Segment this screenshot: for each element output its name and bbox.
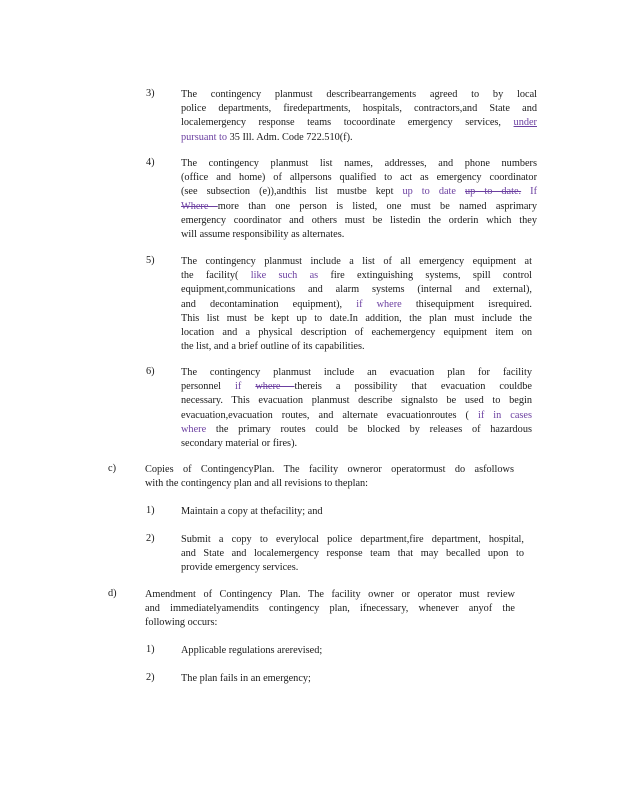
text-line [181,340,532,354]
text-run: and immediatelyamendits contingency plan, ifnecessary, whenever anyof the [145,603,515,615]
text-line [181,533,524,547]
item-text [181,644,361,658]
item-marker: d) [108,588,117,599]
text-run: (see subsection (e)),andthis list mustbe kept [181,186,403,198]
text-line [145,463,514,477]
text-run: evacuation,evacuation routes, and alternate evacuationroutes ( [181,409,478,421]
text-run: Submit a copy to everylocal police department,fire department, hospital, [181,534,524,545]
inserted-text: like such as [250,270,319,282]
text-line [181,644,361,658]
inserted-text: up to date [402,186,466,198]
text-line [181,283,532,297]
text-line [145,477,514,491]
text-run: thisequipment isrequired. [401,298,532,310]
text-line [181,102,537,116]
item-text [145,463,514,491]
item-text [181,505,351,519]
item-text [181,366,532,451]
text-line [181,366,532,380]
text-line [181,394,532,408]
text-line [181,326,532,340]
text-run: 35 Ill. Adm. Code 722.510(f). [229,131,353,143]
inserted-text: where [181,423,207,435]
deleted-text: where [255,381,295,393]
text-line [181,672,361,686]
text-line [181,131,537,145]
text-run: location and a physical description of eachemergency equipment item on [181,326,532,338]
text-run: the primary routes could be blocked by releases of hazardous [206,423,532,435]
text-run: equipment,communications and alarm systems (internal and external), [181,284,532,296]
text-run: necessary. This evacuation planmust describe signalsto be used to begin [181,395,532,407]
text-run: This list must be kept up to date.In addition, the plan must include the [181,312,532,324]
text-line [181,505,351,519]
text-line [181,171,537,185]
text-run: Copies of ContingencyPlan. The facility owneror operatormust do asfollows [145,464,514,475]
text-line [181,437,532,451]
text-line [145,588,515,602]
text-run: Maintain a copy at thefacility; and [181,506,323,517]
text-line [181,116,537,130]
text-run: provide emergency services. [181,562,299,574]
text-run: (office and home) of allpersons qualified to act as emergency coordinator [181,172,537,184]
item-marker: 6) [146,366,155,377]
item-marker: 1) [146,644,155,655]
item-text [145,588,515,631]
text-line [145,602,515,616]
text-run: The contingency planmust include an evacuation plan for facility [181,367,532,378]
item-marker: 4) [146,157,155,168]
inserted-text: if where [356,298,402,310]
inserted-text: pursuant to [181,131,230,143]
inserted-text: if [235,381,256,393]
text-line [181,312,532,326]
item-marker: 2) [146,672,155,683]
text-run: The plan fails in an emergency; [181,673,311,684]
text-line [181,157,537,171]
item-text [181,88,537,145]
text-line [181,380,532,394]
text-run: secondary material or fires). [181,437,298,449]
text-run: Amendment of Contingency Plan. The facility owner or operator must review [145,589,515,600]
text-line [181,269,532,283]
text-run: The contingency planmust list names, addresses, and phone numbers [181,158,537,169]
deleted-text: up to date. [465,186,522,198]
item-text [181,672,361,686]
text-run: personnel [181,381,236,393]
text-run: police departments, firedepartments, hospitals, contractors,and State and [181,103,537,115]
text-line [181,423,532,437]
text-line [145,616,515,630]
item-text [181,533,524,576]
text-run: the list, and a brief outline of its capabilities. [181,341,365,353]
text-line [181,185,537,199]
text-line [181,298,532,312]
item-marker: 5) [146,255,155,266]
text-line [181,561,524,575]
text-run: The contingency planmust describearrangements agreed to by local [181,89,537,100]
deleted-text: Where [181,200,218,212]
text-line [181,200,537,214]
item-text [181,255,532,354]
inserted-text: if in cases [477,409,532,421]
text-run: The contingency planmust include a list of all emergency equipment at [181,256,532,267]
text-run: with the contingency plan and all revisions to theplan: [145,478,369,490]
item-marker: c) [108,463,116,474]
text-run: the facility( [181,270,251,282]
text-run: fire extinguishing systems, spill control [318,270,533,282]
item-marker: 1) [146,505,155,516]
text-run: emergency coordinator and others must be listedin the orderin which they [181,214,537,226]
text-line [181,547,524,561]
text-run: and State and localemergency response team that may becalled upon to [181,548,524,560]
text-line [181,409,532,423]
text-line [181,214,537,228]
text-line [181,88,537,102]
text-run: Applicable regulations arerevised; [181,645,323,656]
item-marker: 3) [146,88,155,99]
item-text [181,157,537,242]
text-line [181,255,532,269]
text-run: and decontamination equipment), [181,298,357,310]
text-run: thereis a possibility that evacuation couldbe [294,381,533,393]
text-run: following occurs: [145,617,218,629]
text-run: will assume responsibility as alternates. [181,228,345,240]
inserted-text: If [521,186,537,198]
item-marker: 2) [146,533,155,544]
text-run: localemergency response teams tocoordinate emergency services, [181,117,514,129]
text-line [181,228,537,242]
inserted-text: under [513,117,537,129]
text-run: more than one person is listed, one must be named asprimary [217,200,537,212]
